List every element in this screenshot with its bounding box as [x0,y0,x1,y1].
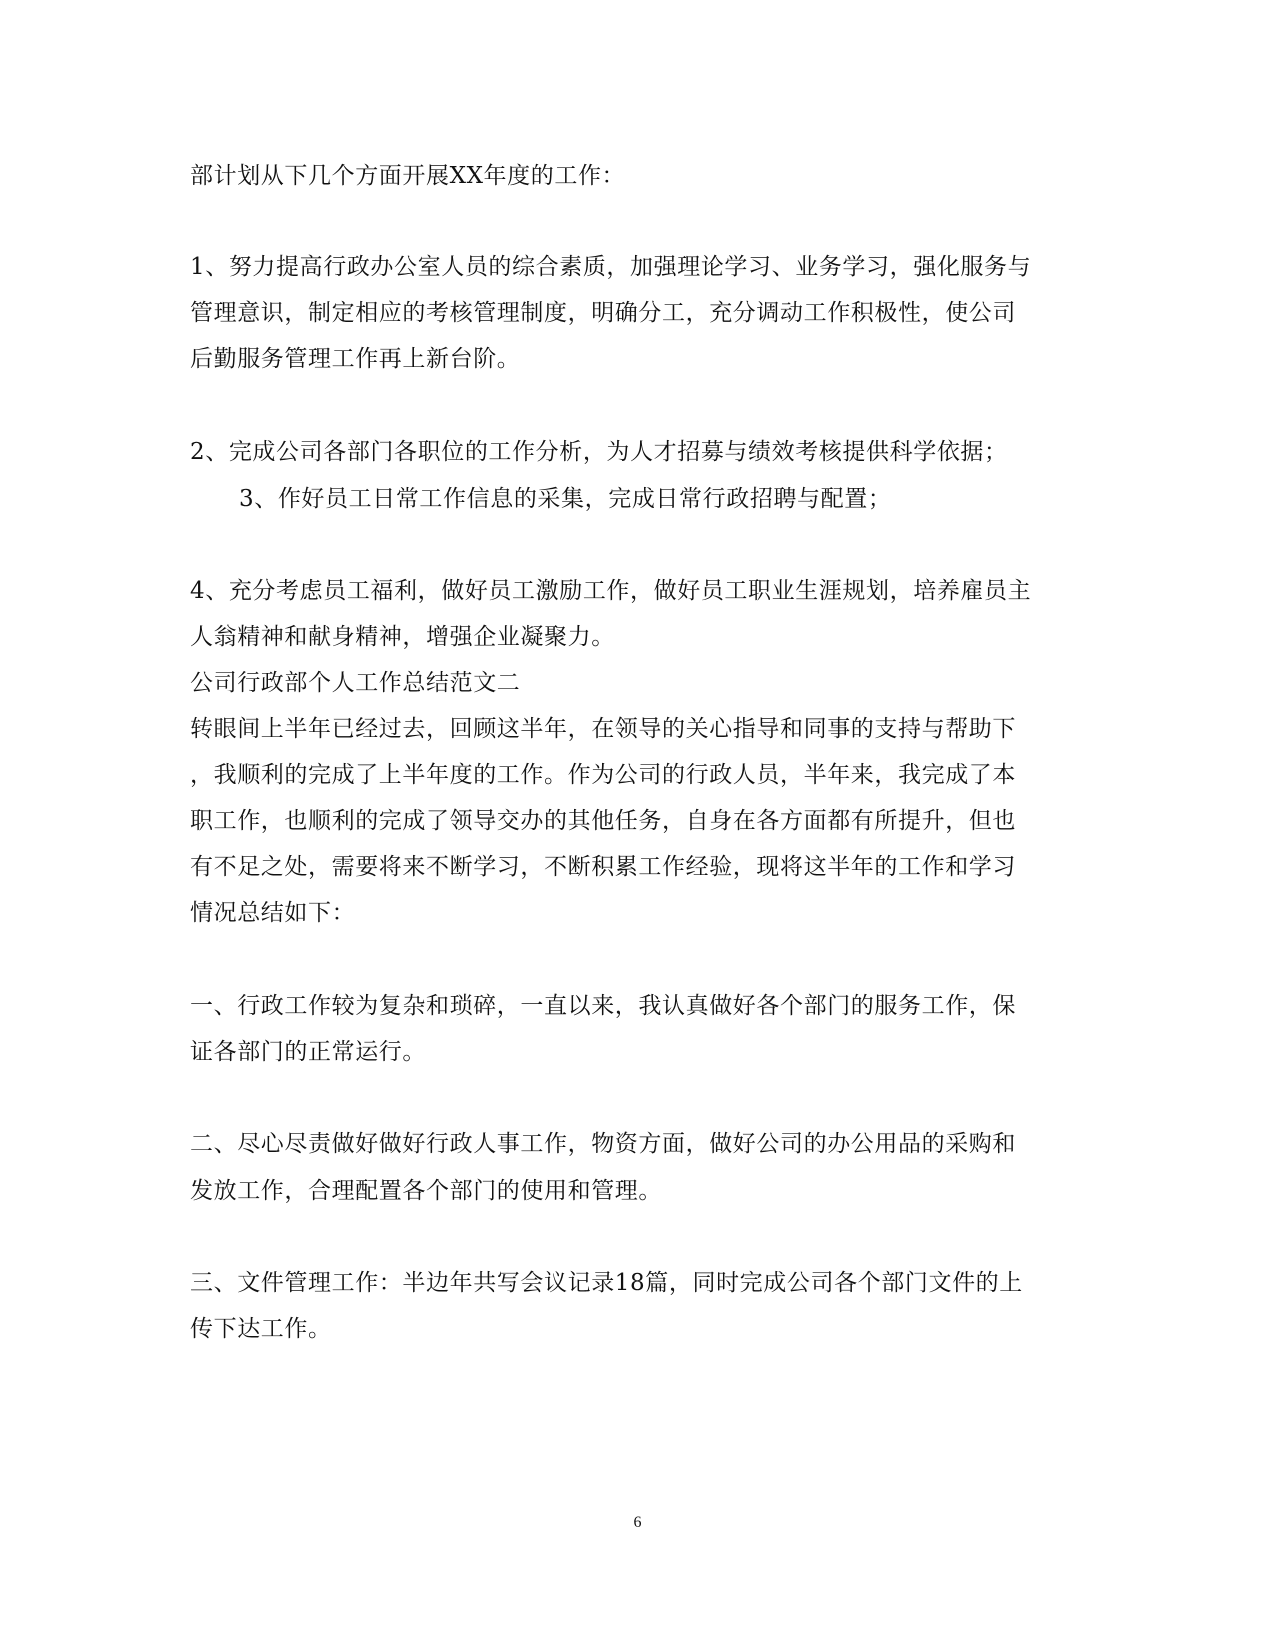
text-line: 情况总结如下： [190,900,356,926]
text-line: 传下达工作。 [190,1316,332,1342]
text-line: ，我顺利的完成了上半年度的工作。作为公司的行政人员，半年来，我完成了本 [190,762,1016,788]
section-heading: 公司行政部个人工作总结范文二 [190,670,521,696]
page-number: 6 [633,1514,642,1531]
text-line: 三、文件管理工作：半边年共写会议记录18篇，同时完成公司各个部门文件的上 [190,1270,1023,1296]
text-line: 有不足之处，需要将来不断学习，不断积累工作经验，现将这半年的工作和学习 [190,854,1016,880]
text-line: 二、尽心尽责做好做好行政人事工作，物资方面，做好公司的办公用品的采购和 [190,1131,1016,1157]
text-line: 证各部门的正常运行。 [190,1039,426,1065]
text-line: 管理意识，制定相应的考核管理制度，明确分工，充分调动工作积极性，使公司 [190,300,1016,326]
text-line: 2、完成公司各部门各职位的工作分析，为人才招募与绩效考核提供科学依据； [190,439,1008,465]
text-line: 后勤服务管理工作再上新台阶。 [190,346,521,372]
text-line: 1、努力提高行政办公室人员的综合素质，加强理论学习、业务学习，强化服务与 [190,254,1032,280]
text-line: 部计划从下几个方面开展XX年度的工作： [190,163,626,189]
text-line: 人翁精神和献身精神，增强企业凝聚力。 [190,624,615,650]
text-line: 转眼间上半年已经过去，回顾这半年，在领导的关心指导和同事的支持与帮助下 [190,716,1016,742]
text-line: 发放工作，合理配置各个部门的使用和管理。 [190,1178,662,1204]
text-line: 4、充分考虑员工福利，做好员工激励工作，做好员工职业生涯规划，培养雇员主 [190,578,1032,604]
text-line: 一、行政工作较为复杂和琐碎，一直以来，我认真做好各个部门的服务工作，保 [190,993,1016,1019]
text-line: 职工作，也顺利的完成了领导交办的其他任务，自身在各方面都有所提升，但也 [190,808,1016,834]
text-line: 3、作好员工日常工作信息的采集，完成日常行政招聘与配置； [239,486,892,512]
